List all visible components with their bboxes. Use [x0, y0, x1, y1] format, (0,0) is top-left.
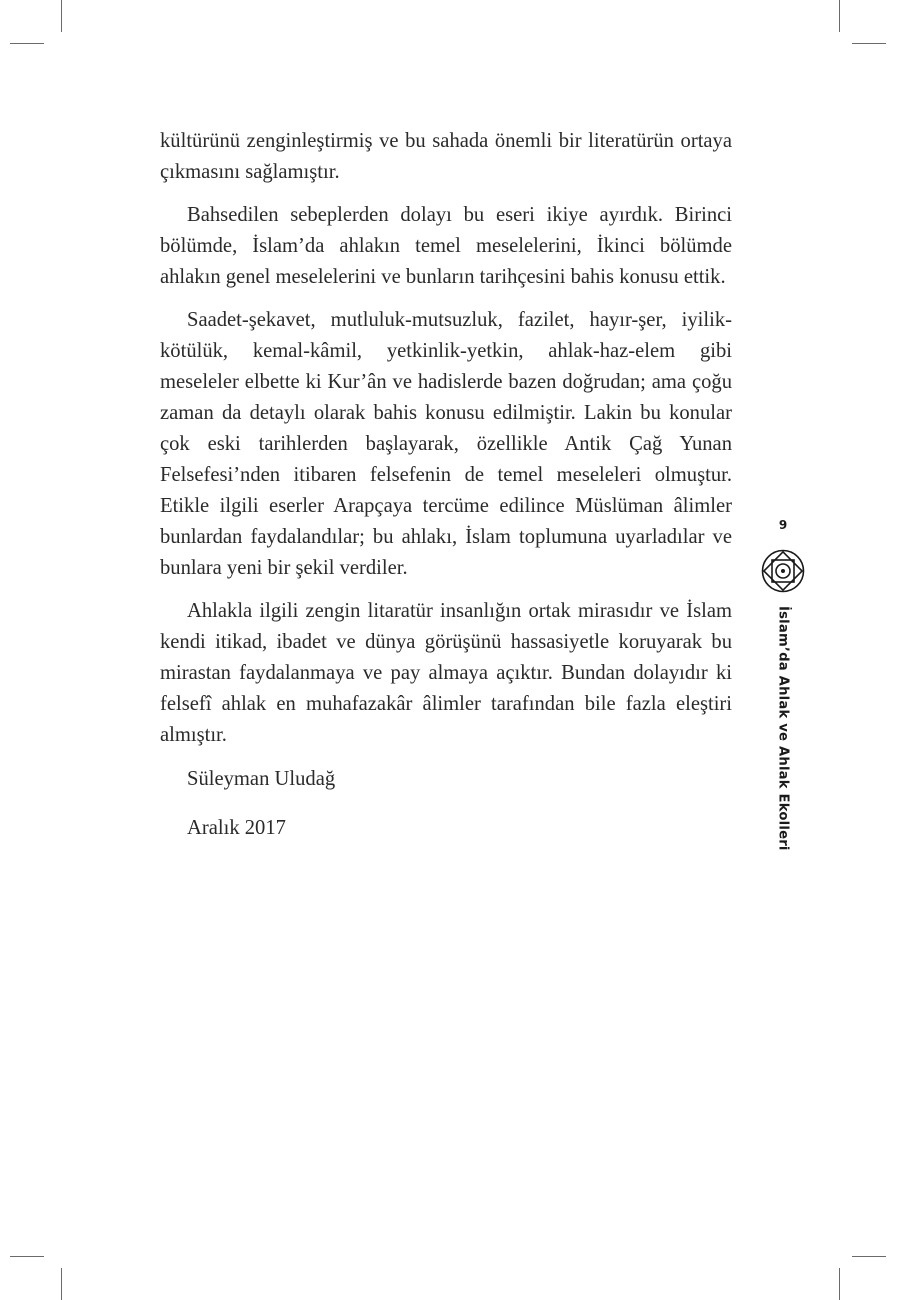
octagon-knot-emblem-icon: [760, 548, 806, 594]
signature-author: Süleyman Uludağ: [187, 768, 336, 790]
paragraph-1: kültürünü zenginleştirmiş ve bu sahada önemli bir literatürün ortaya çıkmasını sağlamıştır.: [160, 130, 732, 183]
paragraph-2: Bahsedilen sebeplerden dolayı bu eseri ikiye ayırdık. Birinci bölümde, İslam’da ahlakın temel meselelerini, İkinci bölümde ahlakın genel meselelerini ve bunların tarihçesini bahis konusu ettik.: [160, 204, 732, 288]
page-number: 9: [778, 518, 788, 532]
signature-block: [160, 761, 732, 847]
crop-mark-bottom-left-horizontal: [10, 1256, 44, 1257]
crop-mark-top-right-horizontal: [852, 43, 886, 44]
running-title: İslam’da Ahlak ve Ahlak Ekolleri: [775, 606, 791, 851]
crop-mark-top-left-vertical: [61, 0, 62, 32]
crop-mark-bottom-right-horizontal: [852, 1256, 886, 1257]
crop-mark-top-left-horizontal: [10, 43, 44, 44]
paragraph-4: Ahlakla ilgili zengin litaratür insanlığın ortak mirasıdır ve İslam kendi itikad, ibadet ve dünya görüşünü hassasiyetle koruyarak bu mirastan faydalanmaya ve pay almaya açıktır. Bundan dolayıdır ki felsefî ahlak en muhafazakâr âlimler tarafından bile fazla eleştiri almıştır.: [160, 600, 732, 746]
crop-mark-top-right-vertical: [839, 0, 840, 32]
crop-mark-bottom-right-vertical: [839, 1268, 840, 1300]
body-text: [160, 126, 732, 859]
crop-mark-bottom-left-vertical: [61, 1268, 62, 1300]
signature-date: Aralık 2017: [187, 817, 286, 839]
paragraph-3: Saadet-şekavet, mutluluk-mutsuzluk, fazilet, hayır-şer, iyilik-kötülük, kemal-kâmil, yetkinlik-yetkin, ahlak-haz-elem gibi meseleler elbette ki Kur’ân ve hadislerde bazen doğrudan; ama çoğu zaman da detaylı olarak bahis konusu edilmiştir. Lakin bu konular çok eski tarihlerden başlayarak, özellikle Antik Çağ Yunan Felsefesi’nden itibaren felsefenin de temel meseleleri olmuştur. Etikle ilgili eserler Arapçaya tercüme edilince Müslüman âlimler bunlardan faydalandılar; bu ahlakı, İslam toplumuna uyarladılar ve bunlara yeni bir şekil verdiler.: [160, 309, 732, 579]
